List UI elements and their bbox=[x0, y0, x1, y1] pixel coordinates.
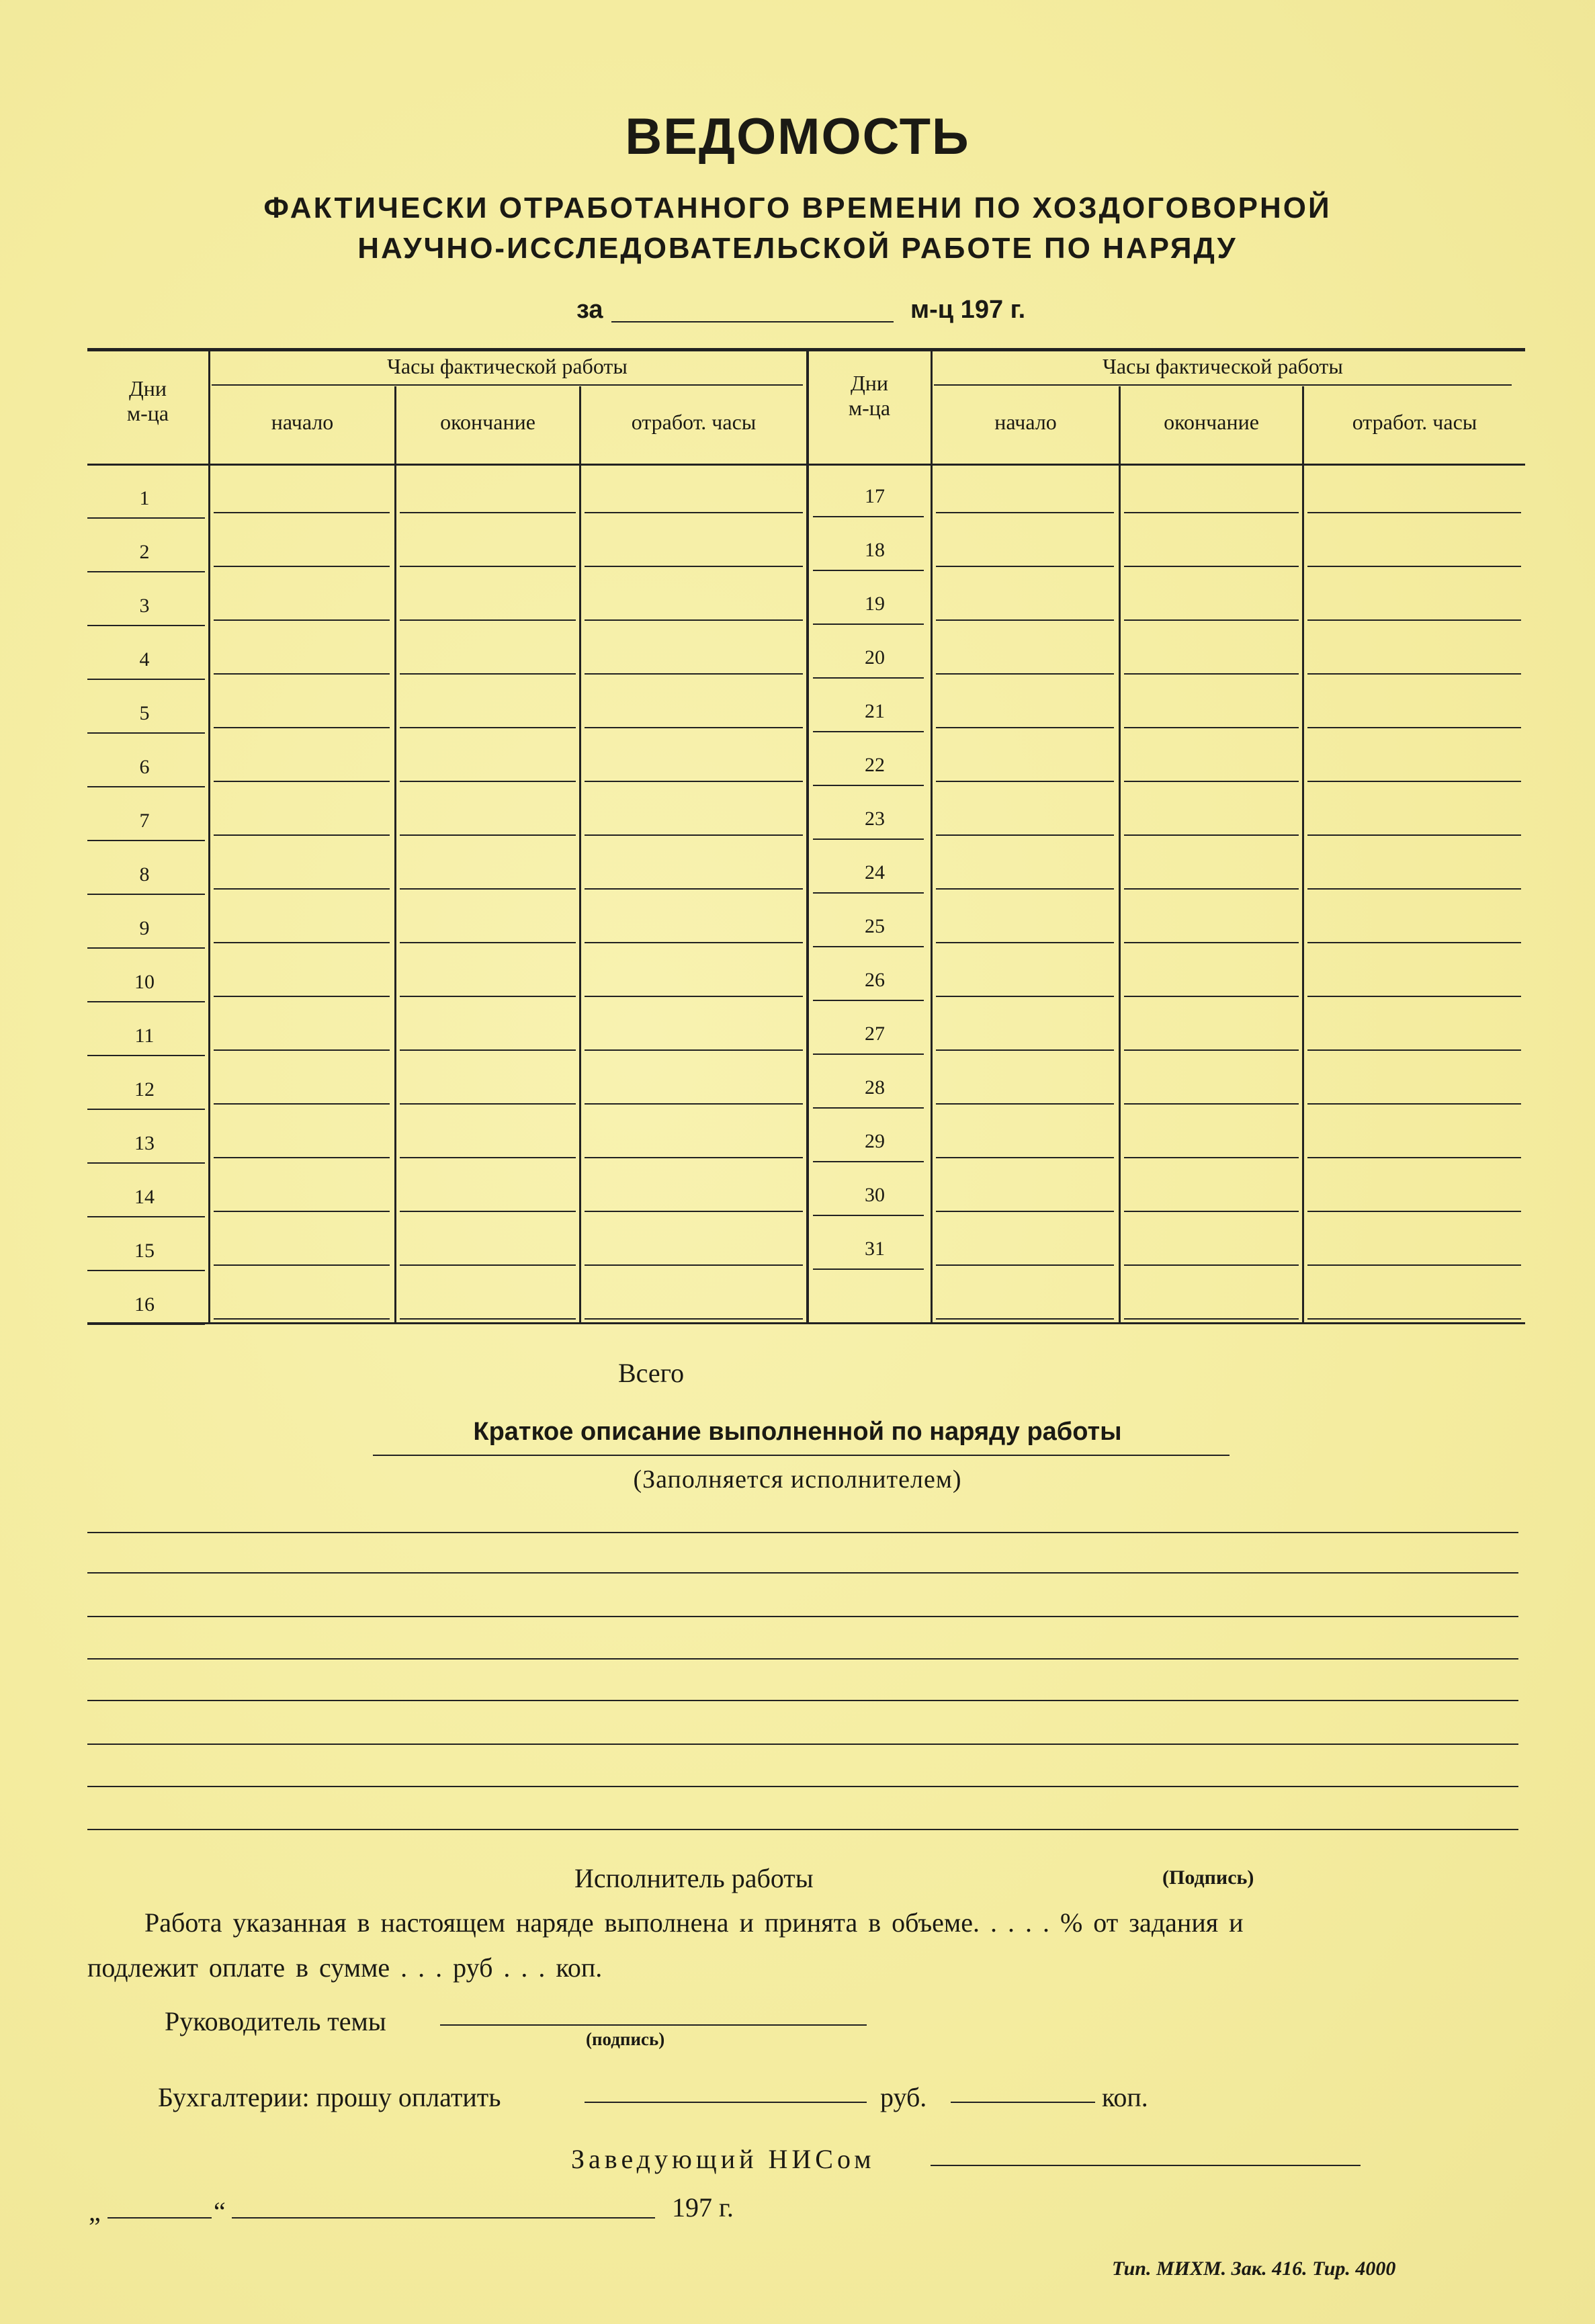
day-underline-right bbox=[813, 677, 924, 679]
cell-field-left[interactable] bbox=[214, 781, 390, 782]
day-underline-left bbox=[87, 840, 205, 841]
cell-field-right[interactable] bbox=[1124, 1157, 1299, 1158]
cell-field-right[interactable] bbox=[1307, 942, 1521, 943]
cell-field-right[interactable] bbox=[936, 512, 1114, 513]
day-number-left: 5 bbox=[139, 702, 150, 724]
cell-field-left[interactable] bbox=[214, 1318, 390, 1320]
day-number-left: 12 bbox=[134, 1078, 155, 1101]
col-end-left: окончание bbox=[440, 410, 535, 434]
cell-field-left[interactable] bbox=[214, 673, 390, 675]
cell-field-left[interactable] bbox=[400, 1211, 576, 1212]
head-nis-signature-field[interactable] bbox=[931, 2165, 1361, 2166]
day-number-right: 26 bbox=[865, 969, 885, 991]
day-number-right: 20 bbox=[865, 646, 885, 669]
total-label: Всего bbox=[618, 1358, 685, 1388]
day-number-right: 23 bbox=[865, 808, 885, 830]
accounting-kop-label: коп. bbox=[1102, 2082, 1148, 2112]
day-underline-left bbox=[87, 1162, 205, 1164]
day-number-left: 2 bbox=[139, 541, 150, 563]
cell-field-right[interactable] bbox=[936, 1103, 1114, 1105]
description-line-5[interactable] bbox=[87, 1700, 1518, 1701]
description-line-7[interactable] bbox=[87, 1786, 1518, 1787]
day-underline-right bbox=[813, 570, 924, 571]
cell-field-right[interactable] bbox=[1307, 1264, 1521, 1266]
cell-field-right[interactable] bbox=[1307, 1318, 1521, 1320]
cell-field-right[interactable] bbox=[936, 888, 1114, 890]
day-underline-right bbox=[813, 1215, 924, 1216]
cell-field-left[interactable] bbox=[585, 566, 803, 567]
day-underline-left bbox=[87, 1001, 205, 1002]
description-heading-underline bbox=[373, 1455, 1230, 1456]
day-number-left: 6 bbox=[139, 756, 150, 778]
cell-field-right[interactable] bbox=[936, 781, 1114, 782]
day-number-right: 19 bbox=[865, 593, 885, 615]
cell-field-left[interactable] bbox=[585, 834, 803, 836]
cell-field-right[interactable] bbox=[1124, 673, 1299, 675]
cell-field-left[interactable] bbox=[400, 888, 576, 890]
acceptance-line-1: Работа указанная в настоящем наряде выполнена и принята в объеме. . . . . % от задания и bbox=[144, 1907, 1244, 1938]
hours-group-header-left: Часы фактической работы bbox=[387, 354, 628, 378]
day-number-right: 28 bbox=[865, 1076, 885, 1099]
cell-field-right[interactable] bbox=[1124, 619, 1299, 621]
day-underline-left bbox=[87, 679, 205, 680]
cell-field-left[interactable] bbox=[214, 512, 390, 513]
cell-field-right[interactable] bbox=[1124, 781, 1299, 782]
executor-label: Исполнитель работы bbox=[574, 1863, 814, 1893]
col-divider-right-1 bbox=[931, 349, 933, 1322]
cell-field-right[interactable] bbox=[936, 1157, 1114, 1158]
cell-field-right[interactable] bbox=[936, 727, 1114, 728]
cell-field-left[interactable] bbox=[214, 996, 390, 997]
day-underline-left bbox=[87, 1324, 205, 1325]
day-number-left: 10 bbox=[134, 971, 155, 993]
day-number-right: 22 bbox=[865, 754, 885, 776]
cell-field-right[interactable] bbox=[1124, 1049, 1299, 1051]
cell-field-left[interactable] bbox=[585, 1318, 803, 1320]
cell-field-right[interactable] bbox=[1307, 673, 1521, 675]
cell-field-left[interactable] bbox=[585, 512, 803, 513]
accounting-label: Бухгалтерии: прошу оплатить bbox=[158, 2082, 501, 2112]
description-note: (Заполняется исполнителем) bbox=[633, 1465, 962, 1494]
day-underline-right bbox=[813, 731, 924, 732]
cell-field-right[interactable] bbox=[936, 673, 1114, 675]
day-number-left: 14 bbox=[134, 1186, 155, 1208]
cell-field-right[interactable] bbox=[1124, 1103, 1299, 1105]
col-start-left: начало bbox=[271, 410, 334, 434]
accounting-kop-field[interactable] bbox=[951, 2102, 1095, 2103]
cell-field-left[interactable] bbox=[585, 1103, 803, 1105]
cell-field-left[interactable] bbox=[214, 1103, 390, 1105]
day-underline-right bbox=[813, 623, 924, 625]
table-center-divider bbox=[806, 349, 809, 1322]
cell-field-right[interactable] bbox=[1307, 781, 1521, 782]
description-line-4[interactable] bbox=[87, 1658, 1518, 1660]
date-close-quote: “ bbox=[214, 2196, 226, 2227]
date-month-field[interactable] bbox=[232, 2217, 655, 2219]
cell-field-left[interactable] bbox=[585, 942, 803, 943]
col-divider-right-2 bbox=[1119, 386, 1121, 1322]
description-line-8[interactable] bbox=[87, 1829, 1518, 1830]
day-underline-right bbox=[813, 838, 924, 840]
day-number-right: 25 bbox=[865, 915, 885, 937]
cell-field-left[interactable] bbox=[400, 1049, 576, 1051]
cell-field-right[interactable] bbox=[1307, 566, 1521, 567]
date-year: 197 г. bbox=[672, 2192, 734, 2223]
col-hours-right: отработ. часы bbox=[1352, 410, 1477, 434]
day-underline-left bbox=[87, 1270, 205, 1271]
cell-field-right[interactable] bbox=[1307, 996, 1521, 997]
period-month-field[interactable] bbox=[611, 321, 894, 322]
day-number-left: 4 bbox=[139, 648, 150, 671]
cell-field-left[interactable] bbox=[400, 512, 576, 513]
cell-field-right[interactable] bbox=[1124, 942, 1299, 943]
day-underline-left bbox=[87, 786, 205, 787]
cell-field-left[interactable] bbox=[585, 727, 803, 728]
cell-field-left[interactable] bbox=[400, 727, 576, 728]
day-underline-left bbox=[87, 732, 205, 734]
cell-field-left[interactable] bbox=[214, 1049, 390, 1051]
cell-field-left[interactable] bbox=[214, 619, 390, 621]
cell-field-left[interactable] bbox=[400, 619, 576, 621]
day-number-right: 30 bbox=[865, 1184, 885, 1206]
cell-field-right[interactable] bbox=[936, 566, 1114, 567]
day-number-right: 21 bbox=[865, 700, 885, 722]
day-underline-right bbox=[813, 785, 924, 786]
day-number-left: 16 bbox=[134, 1293, 155, 1316]
period-prefix: за bbox=[576, 296, 603, 324]
cell-field-left[interactable] bbox=[585, 996, 803, 997]
cell-field-right[interactable] bbox=[936, 1264, 1114, 1266]
day-number-right: 24 bbox=[865, 861, 885, 884]
cell-field-left[interactable] bbox=[214, 942, 390, 943]
cell-field-left[interactable] bbox=[214, 888, 390, 890]
col-start-right: начало bbox=[994, 410, 1057, 434]
day-number-right: 17 bbox=[865, 485, 885, 507]
day-number-left: 8 bbox=[139, 863, 150, 886]
cell-field-right[interactable] bbox=[1307, 512, 1521, 513]
cell-field-right[interactable] bbox=[936, 1318, 1114, 1320]
day-underline-left bbox=[87, 571, 205, 572]
day-number-right: 27 bbox=[865, 1023, 885, 1045]
document-title: ВЕДОМОСТЬ bbox=[625, 108, 970, 165]
day-number-left: 11 bbox=[134, 1025, 155, 1047]
period-suffix: м-ц 197 г. bbox=[910, 296, 1026, 324]
cell-field-right[interactable] bbox=[1124, 996, 1299, 997]
cell-field-right[interactable] bbox=[936, 942, 1114, 943]
day-underline-left bbox=[87, 894, 205, 895]
day-underline-right bbox=[813, 1000, 924, 1001]
day-number-left: 1 bbox=[139, 487, 150, 509]
cell-field-left[interactable] bbox=[400, 834, 576, 836]
cell-field-right[interactable] bbox=[1124, 834, 1299, 836]
cell-field-left[interactable] bbox=[585, 1157, 803, 1158]
cell-field-left[interactable] bbox=[585, 1049, 803, 1051]
cell-field-left[interactable] bbox=[400, 1103, 576, 1105]
cell-field-left[interactable] bbox=[214, 1157, 390, 1158]
acceptance-line-2: подлежит оплате в сумме . . . руб . . . коп. bbox=[87, 1952, 603, 1983]
day-number-left: 3 bbox=[139, 595, 150, 617]
description-line-6[interactable] bbox=[87, 1744, 1518, 1745]
day-underline-left bbox=[87, 947, 205, 949]
description-line-3[interactable] bbox=[87, 1616, 1518, 1617]
day-underline-left bbox=[87, 1109, 205, 1110]
hours-group-header-right: Часы фактической работы bbox=[1103, 354, 1343, 378]
day-underline-left bbox=[87, 1216, 205, 1217]
days-header-left: Дни м-ца bbox=[126, 376, 169, 425]
cell-field-right[interactable] bbox=[1307, 1157, 1521, 1158]
head-nis-label: Заведующий НИСом bbox=[571, 2144, 875, 2174]
day-number-right: 29 bbox=[865, 1130, 885, 1152]
description-line-2[interactable] bbox=[87, 1572, 1518, 1574]
cell-field-right[interactable] bbox=[936, 834, 1114, 836]
day-number-left: 15 bbox=[134, 1240, 155, 1262]
cell-field-left[interactable] bbox=[214, 834, 390, 836]
cell-field-left[interactable] bbox=[400, 942, 576, 943]
day-number-left: 9 bbox=[139, 917, 150, 939]
cell-field-right[interactable] bbox=[1124, 727, 1299, 728]
accounting-rub-field[interactable] bbox=[585, 2102, 867, 2103]
right-group-underline bbox=[934, 384, 1512, 386]
description-heading: Краткое описание выполненной по наряду работы bbox=[473, 1418, 1122, 1446]
executor-signature-caption: (Подпись) bbox=[1162, 1866, 1254, 1889]
table-bottom-border bbox=[87, 1322, 1525, 1324]
cell-field-left[interactable] bbox=[585, 619, 803, 621]
accounting-rub-label: руб. bbox=[880, 2082, 927, 2112]
day-number-right: 31 bbox=[865, 1238, 885, 1260]
cell-field-right[interactable] bbox=[1307, 727, 1521, 728]
left-group-underline bbox=[212, 384, 803, 386]
cell-field-right[interactable] bbox=[1307, 619, 1521, 621]
cell-field-left[interactable] bbox=[400, 996, 576, 997]
cell-field-left[interactable] bbox=[585, 1264, 803, 1266]
cell-field-right[interactable] bbox=[1124, 566, 1299, 567]
cell-field-left[interactable] bbox=[400, 1264, 576, 1266]
days-header-right: Дни м-ца bbox=[848, 371, 891, 420]
day-underline-right bbox=[813, 1161, 924, 1162]
cell-field-right[interactable] bbox=[1124, 1264, 1299, 1266]
day-number-right: 18 bbox=[865, 539, 885, 561]
cell-field-right[interactable] bbox=[1307, 1103, 1521, 1105]
cell-field-left[interactable] bbox=[400, 781, 576, 782]
cell-field-right[interactable] bbox=[936, 619, 1114, 621]
cell-field-right[interactable] bbox=[1124, 888, 1299, 890]
day-underline-left bbox=[87, 625, 205, 626]
col-end-right: окончание bbox=[1164, 410, 1259, 434]
col-divider-left-2 bbox=[394, 386, 396, 1322]
col-divider-right-3 bbox=[1302, 386, 1304, 1322]
day-underline-right bbox=[813, 946, 924, 947]
col-hours-left: отработ. часы bbox=[631, 410, 757, 434]
cell-field-left[interactable] bbox=[585, 888, 803, 890]
cell-field-right[interactable] bbox=[936, 996, 1114, 997]
day-underline-right bbox=[813, 1268, 924, 1270]
cell-field-left[interactable] bbox=[214, 566, 390, 567]
day-underline-right bbox=[813, 892, 924, 894]
description-line-1[interactable] bbox=[87, 1532, 1518, 1533]
supervisor-label: Руководитель темы bbox=[165, 2006, 386, 2036]
cell-field-left[interactable] bbox=[585, 781, 803, 782]
day-underline-left bbox=[87, 517, 205, 519]
day-underline-right bbox=[813, 1053, 924, 1055]
col-divider-left-1 bbox=[208, 349, 210, 1322]
cell-field-right[interactable] bbox=[1124, 512, 1299, 513]
supervisor-signature-caption: (подпись) bbox=[586, 2029, 665, 2049]
cell-field-right[interactable] bbox=[936, 1211, 1114, 1212]
day-underline-right bbox=[813, 516, 924, 517]
subtitle-line-2: НАУЧНО-ИССЛЕДОВАТЕЛЬСКОЙ РАБОТЕ ПО НАРЯДУ bbox=[357, 232, 1238, 265]
cell-field-left[interactable] bbox=[214, 1264, 390, 1266]
cell-field-right[interactable] bbox=[1307, 834, 1521, 836]
cell-field-left[interactable] bbox=[214, 727, 390, 728]
cell-field-right[interactable] bbox=[1124, 1211, 1299, 1212]
day-number-left: 13 bbox=[134, 1132, 155, 1154]
day-underline-right bbox=[813, 1107, 924, 1109]
cell-field-left[interactable] bbox=[585, 673, 803, 675]
cell-field-right[interactable] bbox=[1307, 1211, 1521, 1212]
cell-field-left[interactable] bbox=[214, 1211, 390, 1212]
cell-field-right[interactable] bbox=[1124, 1318, 1299, 1320]
cell-field-left[interactable] bbox=[585, 1211, 803, 1212]
cell-field-right[interactable] bbox=[1307, 1049, 1521, 1051]
day-number-left: 7 bbox=[139, 810, 150, 832]
date-open-quote: „ bbox=[89, 2196, 101, 2227]
date-day-field[interactable] bbox=[107, 2217, 212, 2219]
col-divider-left-3 bbox=[579, 386, 581, 1322]
cell-field-left[interactable] bbox=[400, 1318, 576, 1320]
cell-field-right[interactable] bbox=[936, 1049, 1114, 1051]
cell-field-left[interactable] bbox=[400, 673, 576, 675]
cell-field-right[interactable] bbox=[1307, 888, 1521, 890]
cell-field-left[interactable] bbox=[400, 566, 576, 567]
supervisor-signature-field[interactable] bbox=[440, 2024, 867, 2026]
day-underline-left bbox=[87, 1055, 205, 1056]
subtitle-line-1: ФАКТИЧЕСКИ ОТРАБОТАННОГО ВРЕМЕНИ ПО ХОЗДОГОВОРНОЙ bbox=[263, 191, 1332, 224]
print-imprint: Тип. МИХМ. Зак. 416. Тир. 4000 bbox=[1112, 2257, 1396, 2280]
cell-field-left[interactable] bbox=[400, 1157, 576, 1158]
